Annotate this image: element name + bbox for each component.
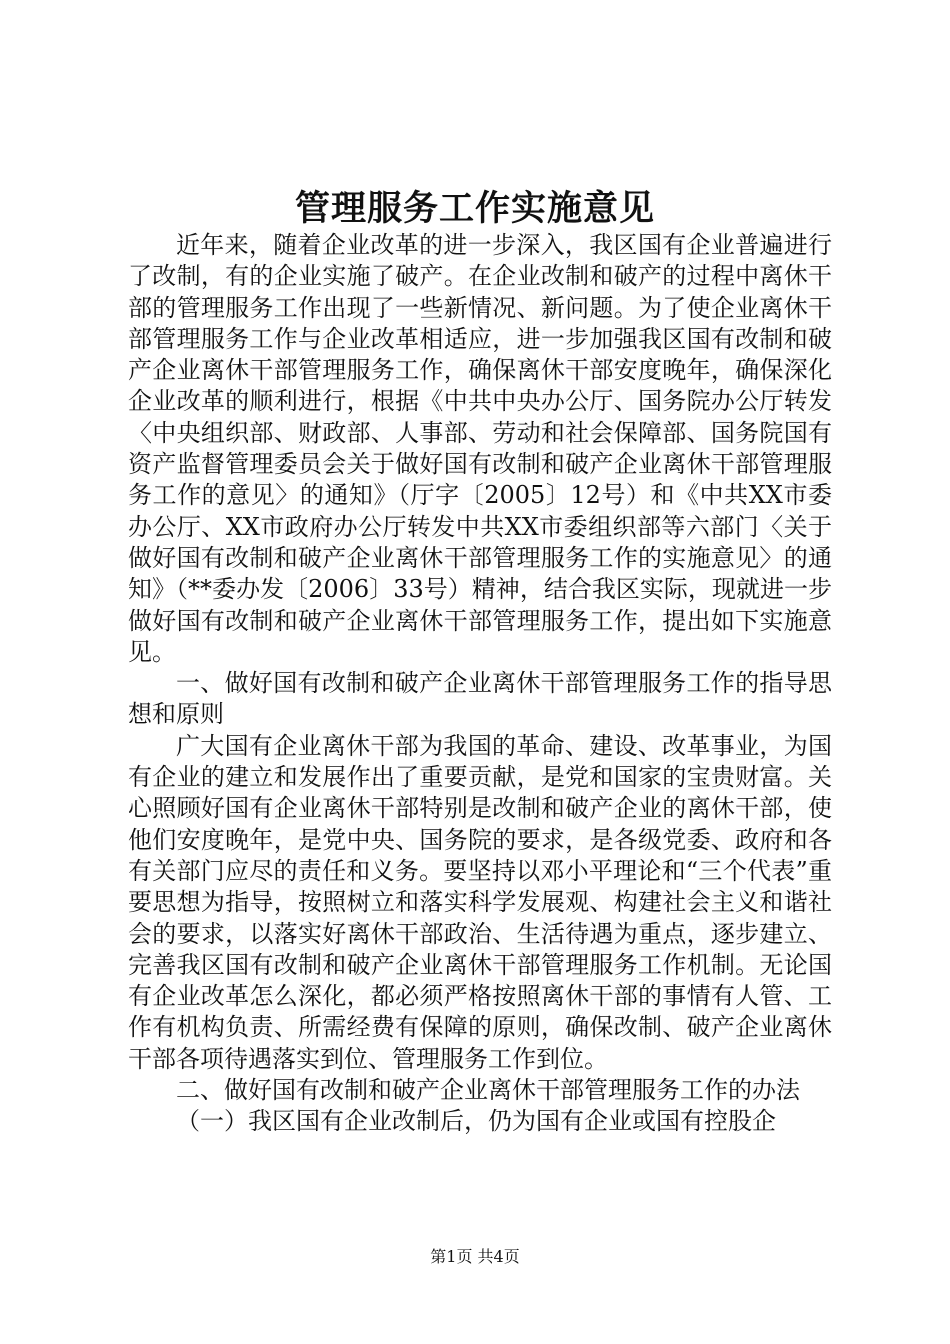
document-body [128,230,832,1138]
paragraph-intro: 近年来，随着企业改革的进一步深入，我区国有企业普遍进行了改制，有的企业实施了破产。在企业改制和破产的过程中离休干部的管理服务工作出现了一些新情况、新问题。为了使企业离休干部管理服务工作与企业改革相适应，进一步加强我区国有改制和破产企业离休干部管理服务工作，确保离休干部安度晚年，确保深化企业改革的顺利进行，根据《中共中央办公厅、国务院办公厅转发〈中央组织部、财政部、人事部、劳动和社会保障部、国务院国有资产监督管理委员会关于做好国有改制和破产企业离休干部管理服务工作的意见〉的通知》（厅字〔2005〕12号）和《中共XX市委办公厅、XX市政府办公厅转发中共XX市委组织部等六部门〈关于做好国有改制和破产企业离休干部管理服务工作的实施意见〉的通知》（**委办发〔2006〕33号）精神，结合我区实际，现就进一步做好国有改制和破产企业离休干部管理服务工作，提出如下实施意见。 [128,231,832,666]
paragraph-principles: 广大国有企业离休干部为我国的革命、建设、改革事业，为国有企业的建立和发展作出了重要贡献，是党和国家的宝贵财富。关心照顾好国有企业离休干部特别是改制和破产企业的离休干部，使他们安度晚年，是党中央、国务院的要求，是各级党委、政府和各有关部门应尽的责任和义务。要坚持以邓小平理论和“三个代表”重要思想为指导，按照树立和落实科学发展观、构建社会主义和谐社会的要求，以落实好离休干部政治、生活待遇为重点，逐步建立、完善我区国有改制和破产企业离休干部管理服务工作机制。无论国有企业改革怎么深化，都必须严格按照离休干部的事情有人管、工作有机构负责、所需经费有保障的原则，确保改制、破产企业离休干部各项待遇落实到位、管理服务工作到位。 [128,731,832,1073]
section-heading-1: 一、做好国有改制和破产企业离休干部管理服务工作的指导思想和原则 [128,669,832,729]
page-footer: 第1页 共4页 [430,1247,520,1266]
paragraph-item-1: （一）我区国有企业改制后，仍为国有企业或国有控股企 [176,1107,776,1136]
section-heading-2: 二、做好国有改制和破产企业离休干部管理服务工作的办法 [176,1076,800,1105]
document-title: 管理服务工作实施意见 [294,188,655,229]
